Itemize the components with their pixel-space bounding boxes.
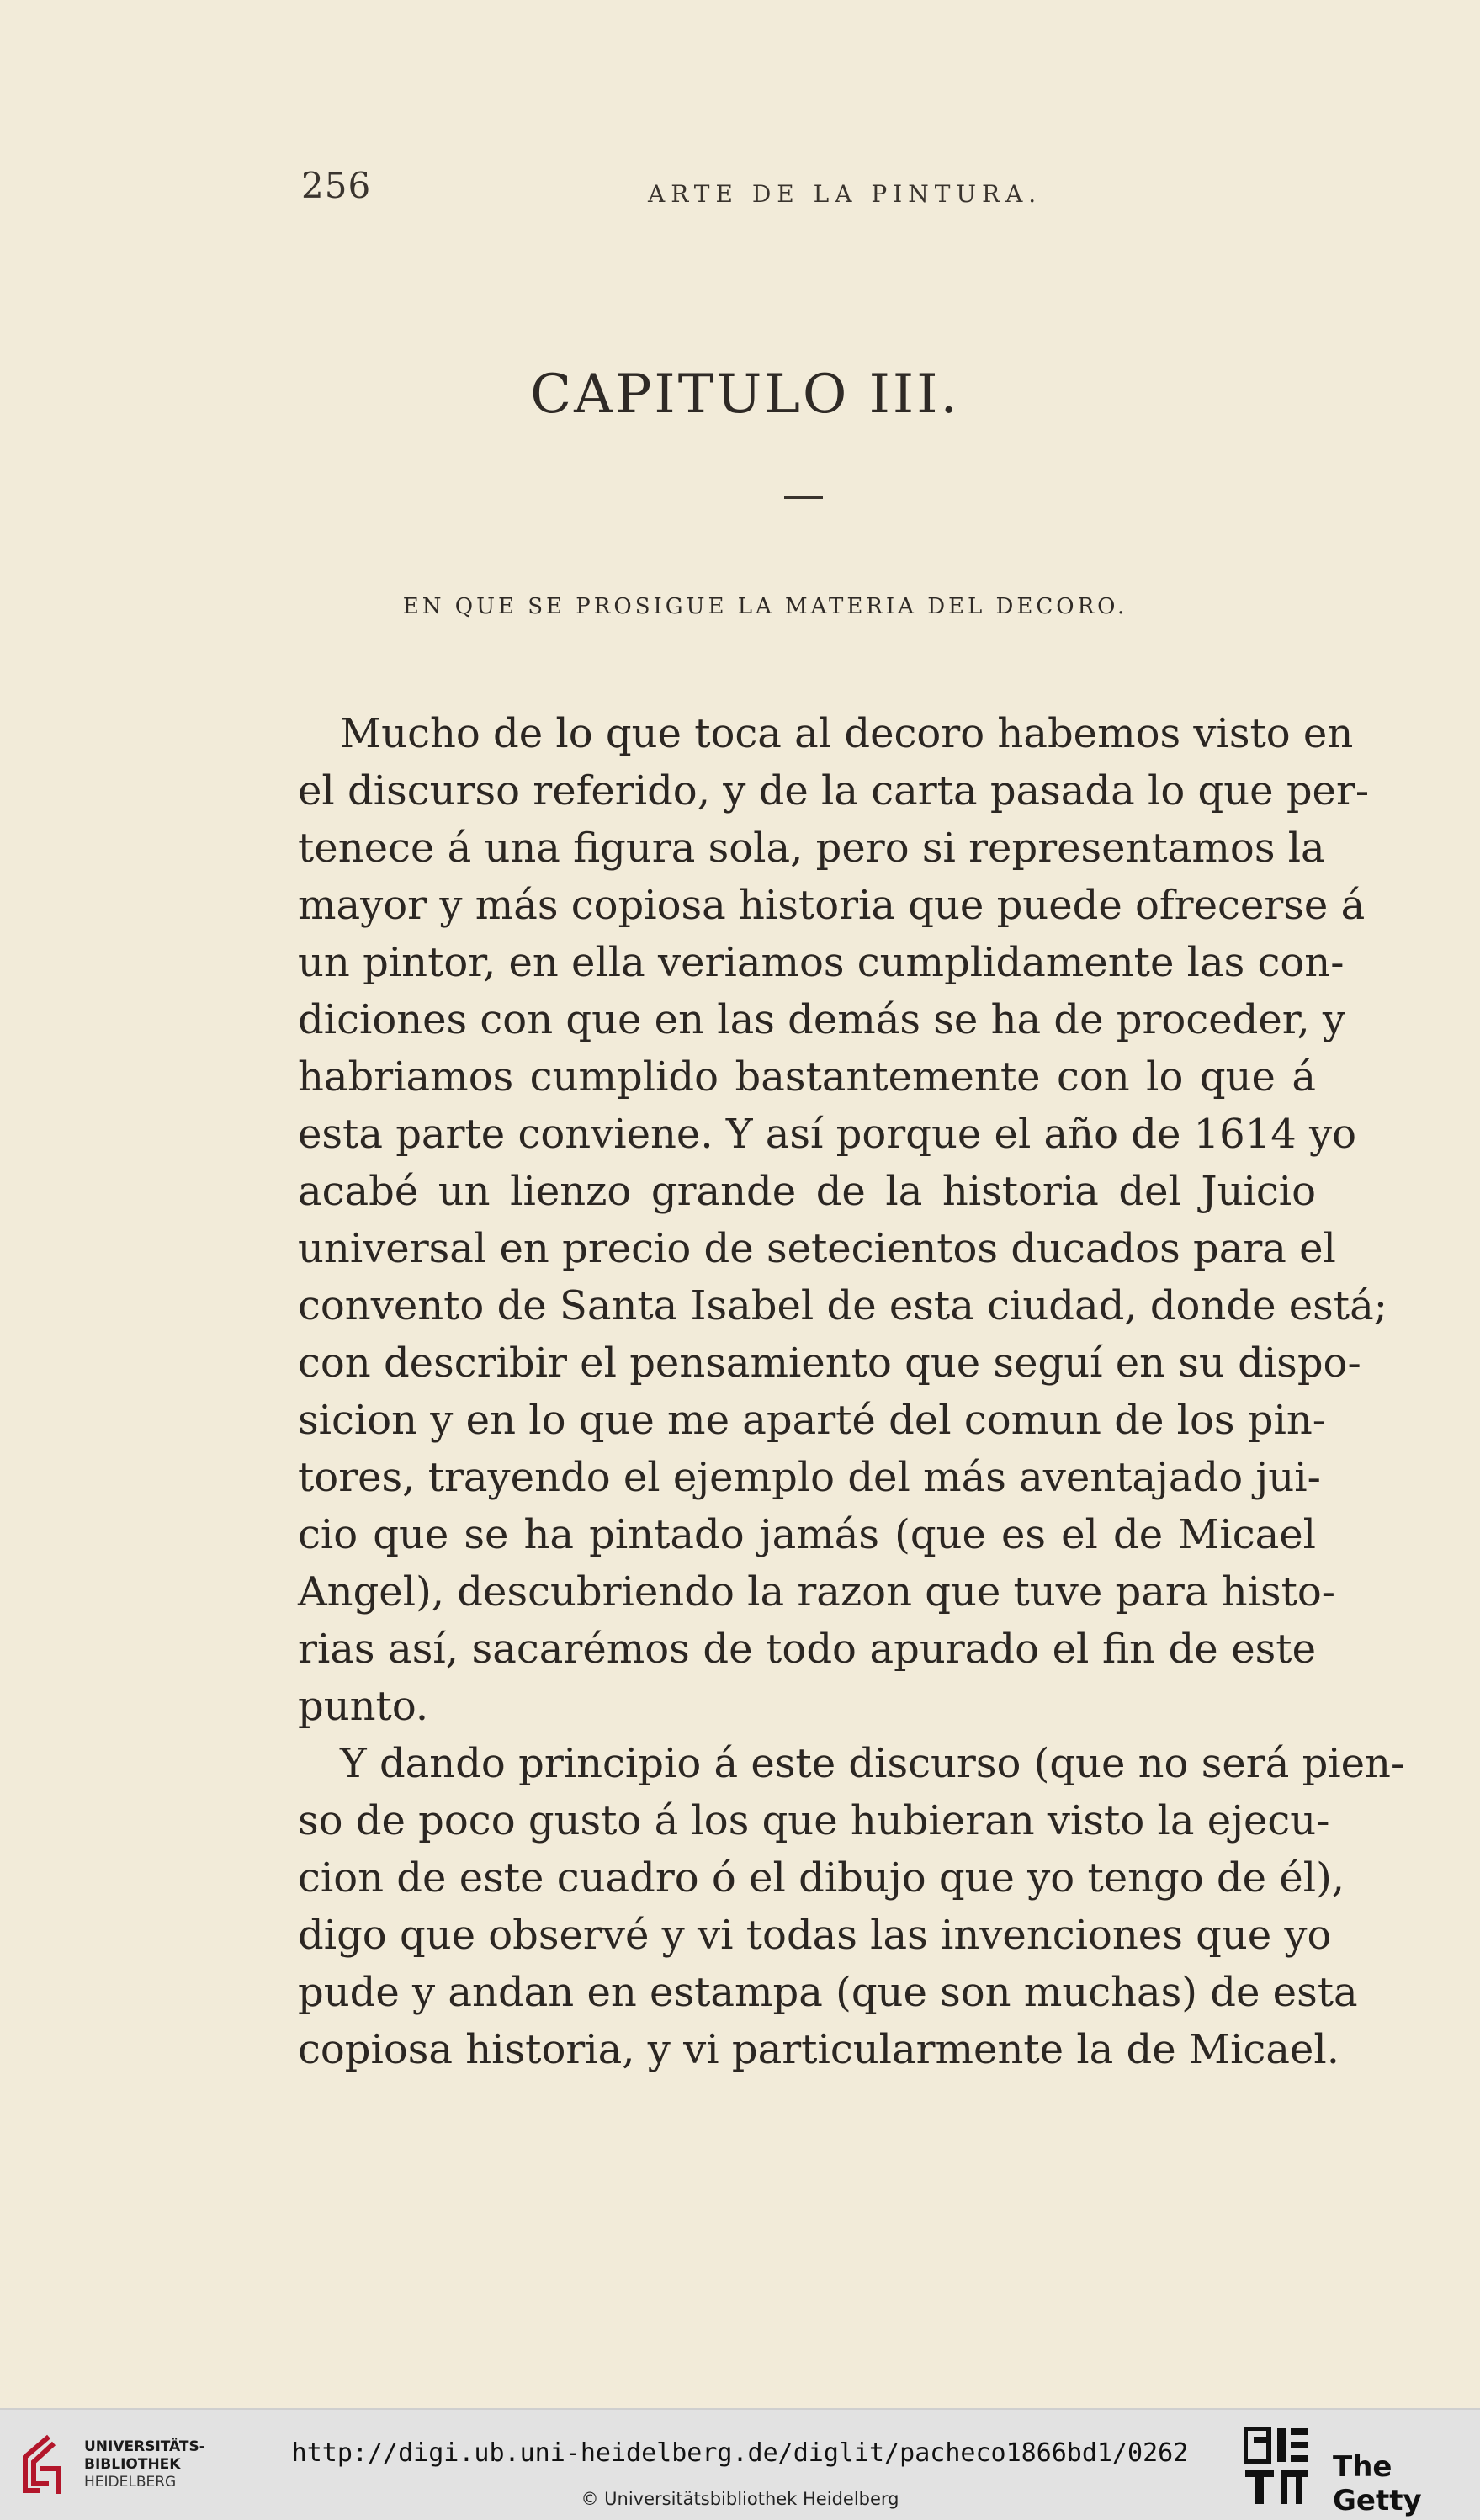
text-line: pude y andan en estampa (que son muchas) de esta (298, 1969, 1358, 2016)
source-url-link[interactable]: http://digi.ub.uni-heidelberg.de/diglit/pacheco1866bd1/0262 (291, 2438, 1189, 2468)
copyright-notice: © Universitätsbibliothek Heidelberg (581, 2489, 899, 2509)
library-name-line2: BIBLIOTHEK (84, 2456, 181, 2473)
text-line: Angel), descubriendo la razon que tuve para histo- (298, 1568, 1335, 1615)
text-line: punto. (298, 1683, 429, 1730)
text-line: habriamos cumplido bastantemente con lo que á (298, 1053, 1316, 1101)
footer-bar (0, 2408, 1480, 2520)
body-text (298, 705, 1405, 2078)
library-name-line1: UNIVERSITÄTS- (84, 2438, 205, 2455)
text-line: universal en precio de setecientos ducados para el (298, 1225, 1336, 1272)
text-line: rias así, sacarémos de todo apurado el fin de este (298, 1626, 1316, 1673)
text-line: copiosa historia, y vi particularmente la de Micael. (298, 2026, 1339, 2073)
text-line: sicion y en lo que me aparté del comun de los pin- (298, 1397, 1326, 1444)
text-line: Y dando principio á este discurso (que no será pien- (340, 1740, 1405, 1787)
page-number: 256 (301, 165, 372, 206)
text-line: mayor y más copiosa historia que puede ofrecerse á (298, 882, 1366, 929)
text-line: so de poco gusto á los que hubieran visto la ejecu- (298, 1797, 1330, 1844)
text-line: con describir el pensamiento que seguí en su dispo- (298, 1340, 1361, 1387)
getty-logo-icon (1244, 2427, 1311, 2507)
chapter-title: CAPITULO III. (530, 363, 960, 426)
text-line: diciones con que en las demás se ha de proceder, y (298, 996, 1346, 1043)
text-line: Mucho de lo que toca al decoro habemos visto en (340, 710, 1354, 757)
text-line: el discurso referido, y de la carta pasada lo que per- (298, 767, 1370, 814)
text-line: tores, trayendo el ejemplo del más aventajado jui- (298, 1454, 1321, 1501)
text-line: convento de Santa Isabel de esta ciudad, donde está; (298, 1282, 1387, 1329)
text-line: cion de este cuadro ó el dibujo que yo tengo de él), (298, 1854, 1345, 1902)
running-title: ARTE DE LA PINTURA. (648, 180, 1042, 208)
text-line: cio que se ha pintado jamás (que es el de Micael (298, 1511, 1316, 1558)
text-line: digo que observé y vi todas las invenciones que yo (298, 1912, 1332, 1959)
chapter-rule (784, 496, 823, 499)
text-line: esta parte conviene. Y así porque el año de 1614 yo (298, 1111, 1357, 1158)
chapter-subtitle: EN QUE SE PROSIGUE LA MATERIA DEL DECORO. (402, 594, 1128, 619)
getty-label: The Getty (1333, 2450, 1422, 2517)
text-line: un pintor, en ella veriamos cumplidamente las con- (298, 939, 1345, 986)
running-header (301, 165, 1329, 215)
library-name-line3: HEIDELBERG (84, 2474, 177, 2491)
text-line: tenece á una figura sola, pero si representamos la (298, 825, 1325, 872)
text-line: acabé un lienzo grande de la historia del Juicio (298, 1168, 1316, 1215)
